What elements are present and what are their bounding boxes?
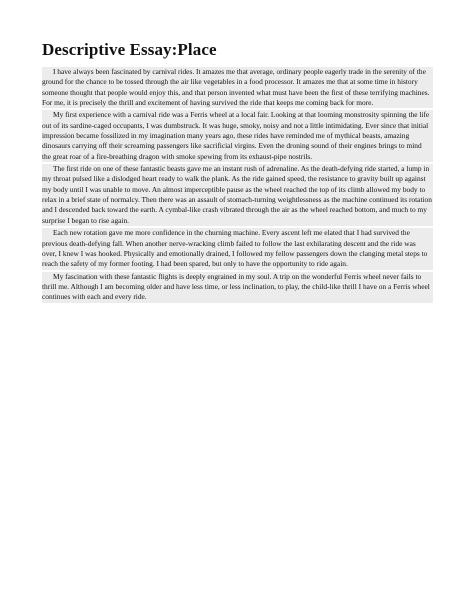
paragraph-2: My first experience with a carnival ride was a Ferris wheel at a local fair. Looking at that looming monstrosity spinning the life out of its sardine-caged occupants, I was dumbstruck. It was huge, smoky, noisy and not a little intimidating. Ever since that initial impression became fossilized in my imagination many years ago, these rides have reminded me of mythical beasts, amazing dinosaurs carrying off their screaming passengers like sacrificial virgins. Even the droning sound of their engines brings to mind the great roar of a fire-breathing dragon with smoke spewing from its exhaust-pipe nostrils. (42, 110, 433, 162)
essay-title: Descriptive Essay:Place (42, 40, 217, 59)
paragraph-3: The first ride on one of these fantastic beasts gave me an instant rush of adrenaline. As the death-defying ride started, a lump in my throat pulsed like a dislodged heart ready to walk the plank. As the ride gained speed, the resistance to gravity built up against my body until I was unable to move. An almost imperceptible pause as the wheel reached the top of its climb allowed my body to relax in a brief state of normalcy. Then there was an assault of stomach-turning weightlessness as the machine continued its rotation and I descended back toward the earth. A cymbal-like crash vibrated through the air as the wheel reached bottom, and much to my surprise I began to rise again. (42, 164, 432, 225)
paragraph-5: My fascination with these fantastic flights is deeply engrained in my soul. A trip on the wonderful Ferris wheel never fails to thrill me. Although I am becoming older and have less time, or less inclination, to play, the child-like thrill I have on a Ferris wheel continues with each and every ride. (42, 272, 433, 303)
paragraph-4: Each new rotation gave me more confidence in the churning machine. Every ascent left me elated that I had survived the previous death-defying fall. When another nerve-wracking climb failed to follow the last exhilarating descent and the ride was over, I knew I was hooked. Physically and emotionally drained, I followed my fellow passengers down the clanging metal steps to reach the safety of my former footing. I had been spared, but only to have the opportunity to ride again. (42, 228, 433, 269)
essay-body (42, 67, 433, 303)
paragraph-1: I have always been fascinated by carnival rides. It amazes me that average, ordinary people eagerly trade in the serenity of the ground for the chance to be tossed through the air like vegetables in a food processor. It amazes me that at some time in history someone thought that people would enjoy this, and that person invented what must have been the first of these terrifying machines. For me, it is precisely the thrill and excitement of having survived the ride that keeps me coming back for more. (42, 67, 433, 108)
